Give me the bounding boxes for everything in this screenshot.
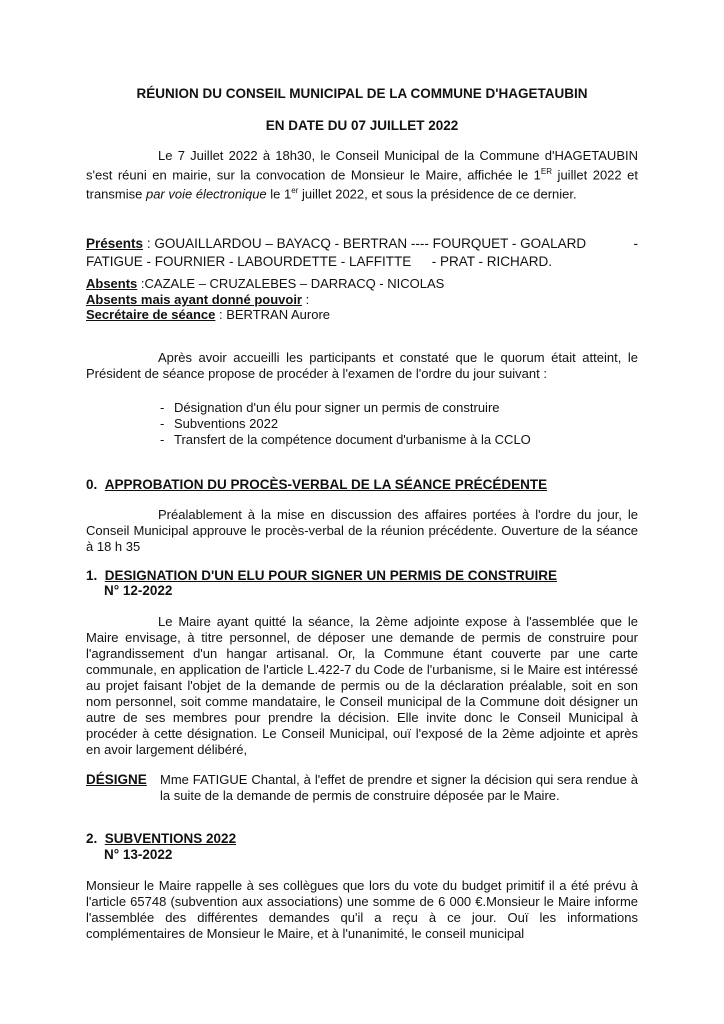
agenda-item: - Subventions 2022 <box>160 416 531 432</box>
present-label: Présents <box>86 236 144 251</box>
absent-label: Absents <box>86 276 138 291</box>
agenda-intro: Après avoir accueilli les participants et constaté que le quorum était atteint, le Président de séance propose de procéder à l'examen de l'ordre du jour suivant : <box>86 350 638 381</box>
present-line-1 <box>86 236 638 252</box>
intro-text-1: Le 7 Juillet 2022 à 18h30, le Conseil Municipal de la Commune d'HAGETAUBIN s'est réuni en mairie, sur la convocation de Monsieur le Maire, affichée le 1 <box>86 148 638 183</box>
section0-text: Préalablement à la mise en discussion des affaires portées à l'ordre du jour, le Conseil Municipal approuve le procès-verbal de la réunion précédente. Ouverture de la séance à 18 h 35 <box>86 507 638 554</box>
section1-text: Le Maire ayant quitté la séance, la 2ème adjointe expose à l'assemblée que le Maire envisage, à titre personnel, de déposer une demande de permis de construire pour l'agrandissement d'un hangar artisanal. Or, la Commune étant couverte par une carte communale, en application de l'article L.422-7 du Code de l'urbanisme, si le Maire est intéressé au projet faisant l'objet de la demande de permis ou de la déclaration préalable, soit en son nom personnel, soit comme mandataire, le Conseil municipal de la Commune doit désigner un autre de ses membres pour prendre la décision. Elle invite donc le Conseil Municipal à procéder à cette désignation. Le Conseil Municipal, ouï l'exposé de la 2ème adjointe et après en avoir largement délibéré, <box>86 614 638 757</box>
intro-text-3: le 1 <box>266 186 292 202</box>
section2-text: Monsieur le Maire rappelle à ses collègues que lors du vote du budget primitif il a été prévu à l'article 65748 (subvention aux associations) une somme de 6 000 €.Monsieur le Maire informe l'assemblée des différentes demandes qu'il a reçu à ce jour. Ouï les informations complémentaires de Monsieur le Maire, et à l'unanimité, le conseil municipal <box>86 878 638 941</box>
section1-number: 1. <box>86 568 98 583</box>
section2-number: 2. <box>86 831 98 846</box>
decision-text: Mme FATIGUE Chantal, à l'effet de prendre et signer la décision qui sera rendue à la suite de la demande de permis de construire déposée par le Maire. <box>160 772 638 803</box>
present-names-1: : GOUAILLARDOU – BAYACQ - BERTRAN ---- FOURQUET - GOALARD <box>146 236 587 251</box>
proxy-label: Absents mais ayant donné pouvoir <box>86 292 302 307</box>
secretary-line <box>86 307 330 323</box>
document-title: RÉUNION DU CONSEIL MUNICIPAL DE LA COMMUNE D'HAGETAUBIN <box>136 86 588 101</box>
section2-title: SUBVENTIONS 2022 <box>104 831 237 846</box>
section1-ref: N° 12-2022 <box>104 583 173 598</box>
present-names-2: FATIGUE - FOURNIER - LABOURDETTE - LAFFITTE <box>86 254 412 269</box>
intro-sup-1: ER <box>540 167 553 176</box>
absent-names: :CAZALE – CRUZALEBES – DARRACQ - NICOLAS <box>137 276 445 291</box>
section2-ref: N° 13-2022 <box>104 847 173 862</box>
absent-line <box>86 276 444 292</box>
proxy-value: : <box>302 292 310 307</box>
intro-text-2: juillet 2022 et transmise <box>86 167 638 202</box>
intro-paragraph <box>86 148 638 203</box>
document-date-title: EN DATE DU 07 JUILLET 2022 <box>265 118 459 133</box>
section1-heading <box>86 568 557 584</box>
present-dash: - <box>633 236 638 251</box>
section0-number: 0. <box>86 477 98 492</box>
section2-heading <box>86 831 236 847</box>
present-line-2 <box>86 254 552 270</box>
secretary-name: : BERTRAN Aurore <box>215 307 331 322</box>
intro-italic: par voie électronique <box>145 186 267 202</box>
intro-text-4: juillet 2022, et sous la présidence de ce dernier. <box>298 186 577 202</box>
agenda-item: - Transfert de la compétence document d'urbanisme à la CCLO <box>160 432 531 448</box>
agenda-list <box>160 400 531 448</box>
section0-heading <box>86 477 547 493</box>
present-names-3: - PRAT - RICHARD. <box>431 254 552 269</box>
agenda-item: - Désignation d'un élu pour signer un permis de construire <box>160 400 531 416</box>
proxy-line <box>86 292 309 308</box>
decision-label: DÉSIGNE <box>86 772 147 787</box>
secretary-label: Secrétaire de séance <box>86 307 216 322</box>
section1-title: DESIGNATION D'UN ELU POUR SIGNER UN PERMIS DE CONSTRUIRE <box>104 568 558 583</box>
section0-title: APPROBATION DU PROCÈS-VERBAL DE LA SÉANCE PRÉCÉDENTE <box>104 477 548 492</box>
intro-sup-2: er <box>291 186 299 196</box>
